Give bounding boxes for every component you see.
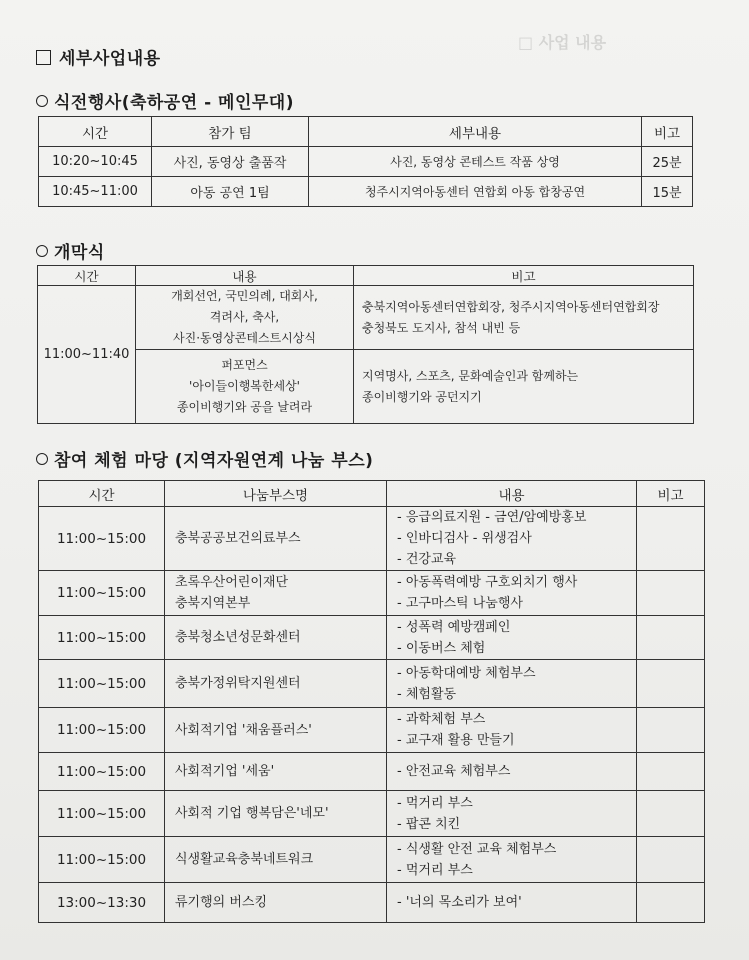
content-cell bbox=[387, 616, 637, 660]
note-cell bbox=[354, 286, 694, 350]
column-header: 내용 bbox=[136, 266, 354, 286]
time-cell: 11:00~15:00 bbox=[39, 837, 165, 883]
table-header-row bbox=[39, 117, 693, 147]
booth-cell bbox=[165, 660, 387, 708]
booth-line: 초록우산어린이재단 bbox=[175, 575, 289, 590]
table-row bbox=[39, 753, 705, 791]
time-cell: 11:00~11:40 bbox=[38, 286, 136, 424]
note-line: 충청북도 도지사, 참석 내빈 등 bbox=[362, 320, 521, 335]
booth-cell bbox=[165, 837, 387, 883]
column-header: 비고 bbox=[637, 481, 705, 507]
booth-line: 식생활교육충북네트워크 bbox=[175, 852, 314, 867]
ceremony-heading-text: 식전행사(축하공연 - 메인무대) bbox=[54, 93, 294, 113]
content-cell bbox=[136, 350, 354, 424]
note-cell bbox=[637, 507, 705, 571]
time-cell: 11:00~15:00 bbox=[39, 507, 165, 571]
content-line: - 안전교육 체험부스 bbox=[397, 764, 511, 779]
opening-heading-text: 개막식 bbox=[54, 243, 105, 263]
booth-line: 충북청소년성문화센터 bbox=[175, 630, 301, 645]
detail-cell: 청주시지역아동센터 연합회 아동 합창공연 bbox=[309, 177, 642, 207]
table-row bbox=[38, 286, 694, 350]
table-row bbox=[39, 177, 693, 207]
content-cell bbox=[387, 883, 637, 923]
experience-heading-text: 참여 체험 마당 (지역자원연계 나눔 부스) bbox=[54, 451, 374, 471]
ceremony-table bbox=[38, 116, 693, 207]
booth-line: 사회적기업 '채움플러스' bbox=[175, 722, 312, 738]
table-row bbox=[39, 616, 705, 660]
content-cell bbox=[387, 791, 637, 837]
booth-line: 류기행의 버스킹 bbox=[175, 895, 268, 910]
time-cell: 10:20~10:45 bbox=[39, 147, 152, 177]
table-row bbox=[39, 571, 705, 616]
content-line: - 응급의료지원 - 금연/암예방홍보 bbox=[397, 510, 587, 525]
booth-line: 충북가정위탁지원센터 bbox=[175, 676, 301, 691]
table-row bbox=[39, 660, 705, 708]
note-line: 충북지역아동센터연합회장, 청주시지역아동센터연합회장 bbox=[362, 299, 660, 314]
table-row bbox=[39, 883, 705, 923]
column-header: 내용 bbox=[387, 481, 637, 507]
booth-cell bbox=[165, 791, 387, 837]
time-cell: 13:00~13:30 bbox=[39, 883, 165, 923]
content-line: - '너의 목소리가 보여' bbox=[397, 895, 522, 910]
content-cell bbox=[387, 753, 637, 791]
column-header: 시간 bbox=[39, 117, 152, 147]
content-line: - 과학체험 부스 bbox=[397, 712, 486, 727]
note-cell: 25분 bbox=[642, 147, 693, 177]
booth-cell bbox=[165, 708, 387, 753]
section-title bbox=[36, 44, 161, 69]
booth-line: 충북지역본부 bbox=[175, 596, 251, 611]
table-row bbox=[39, 791, 705, 837]
content-line: - 아동폭력예방 구호외치기 행사 bbox=[397, 575, 578, 590]
time-cell: 10:45~11:00 bbox=[39, 177, 152, 207]
content-line: - 성폭력 예방캠페인 bbox=[397, 619, 511, 635]
note-cell: 15분 bbox=[642, 177, 693, 207]
content-line: - 먹거리 부스 bbox=[397, 862, 473, 878]
note-cell bbox=[637, 616, 705, 660]
content-cell bbox=[387, 837, 637, 883]
experience-table bbox=[38, 480, 705, 923]
table-header-row bbox=[38, 266, 694, 286]
table-row bbox=[38, 350, 694, 424]
booth-line: 사회적기업 '세움' bbox=[175, 764, 275, 779]
content-cell bbox=[387, 708, 637, 753]
content-line: 개회선언, 국민의례, 대회사, bbox=[171, 289, 318, 303]
checkbox-icon bbox=[36, 50, 51, 65]
note-cell bbox=[637, 791, 705, 837]
bleed-through-text: □ 사업 내용 bbox=[518, 33, 607, 52]
note-cell bbox=[637, 571, 705, 616]
circle-bullet-icon bbox=[36, 453, 48, 465]
content-line: - 식생활 안전 교육 체험부스 bbox=[397, 841, 557, 857]
circle-bullet-icon bbox=[36, 245, 48, 257]
content-line: - 건강교육 bbox=[397, 552, 457, 567]
booth-cell bbox=[165, 507, 387, 571]
content-cell bbox=[387, 660, 637, 708]
note-cell bbox=[637, 753, 705, 791]
content-line: - 먹거리 부스 bbox=[397, 795, 473, 811]
note-cell bbox=[637, 837, 705, 883]
content-line: 격려사, 축사, bbox=[209, 310, 280, 324]
content-cell bbox=[136, 286, 354, 350]
table-row bbox=[39, 708, 705, 753]
column-header: 비고 bbox=[642, 117, 693, 147]
time-cell: 11:00~15:00 bbox=[39, 791, 165, 837]
note-cell bbox=[637, 660, 705, 708]
note-cell bbox=[637, 883, 705, 923]
table-row bbox=[39, 147, 693, 177]
time-cell: 11:00~15:00 bbox=[39, 753, 165, 791]
booth-line: 사회적 기업 행복담은'네모' bbox=[175, 806, 329, 821]
table-row bbox=[39, 507, 705, 571]
opening-table bbox=[37, 265, 694, 424]
column-header: 세부내용 bbox=[309, 117, 642, 147]
content-line: - 아동학대예방 체험부스 bbox=[397, 665, 536, 681]
note-line: 종이비행기와 공던지기 bbox=[362, 389, 482, 404]
content-line: 종이비행기와 공을 날려라 bbox=[176, 400, 313, 414]
detail-cell: 사진, 동영상 콘테스트 작품 상영 bbox=[309, 147, 642, 177]
section-title-text: 세부사업내용 bbox=[59, 49, 161, 69]
team-cell: 아동 공연 1팀 bbox=[152, 177, 309, 207]
note-line: 지역명사, 스포츠, 문화예술인과 함께하는 bbox=[362, 368, 579, 383]
column-header: 시간 bbox=[39, 481, 165, 507]
team-cell: 사진, 동영상 출품작 bbox=[152, 147, 309, 177]
table-header-row bbox=[39, 481, 705, 507]
content-line: - 팝콘 치킨 bbox=[397, 816, 461, 832]
note-cell bbox=[637, 708, 705, 753]
content-line: - 고구마스틱 나눔행사 bbox=[397, 596, 523, 611]
content-cell bbox=[387, 571, 637, 616]
content-line: - 교구재 활용 만들기 bbox=[397, 733, 515, 748]
content-cell bbox=[387, 507, 637, 571]
content-line: - 인바디검사 - 위생검사 bbox=[397, 531, 532, 546]
time-cell: 11:00~15:00 bbox=[39, 708, 165, 753]
column-header: 참가 팀 bbox=[152, 117, 309, 147]
ceremony-heading bbox=[36, 88, 294, 113]
booth-line: 충북공공보건의료부스 bbox=[175, 531, 301, 546]
content-line: '아이들이행복한세상' bbox=[189, 379, 300, 393]
time-cell: 11:00~15:00 bbox=[39, 616, 165, 660]
content-line: 퍼포먼스 bbox=[221, 358, 268, 372]
booth-cell bbox=[165, 753, 387, 791]
note-cell bbox=[354, 350, 694, 424]
booth-cell bbox=[165, 616, 387, 660]
content-line: 사진·동영상콘테스트시상식 bbox=[173, 331, 316, 345]
experience-heading bbox=[36, 446, 373, 471]
content-line: - 체험활동 bbox=[397, 686, 457, 702]
content-line: - 이동버스 체험 bbox=[397, 640, 486, 656]
opening-heading bbox=[36, 238, 105, 263]
table-row bbox=[39, 837, 705, 883]
circle-bullet-icon bbox=[36, 95, 48, 107]
booth-cell bbox=[165, 883, 387, 923]
column-header: 시간 bbox=[38, 266, 136, 286]
time-cell: 11:00~15:00 bbox=[39, 660, 165, 708]
booth-cell bbox=[165, 571, 387, 616]
column-header: 비고 bbox=[354, 266, 694, 286]
time-cell: 11:00~15:00 bbox=[39, 571, 165, 616]
column-header: 나눔부스명 bbox=[165, 481, 387, 507]
